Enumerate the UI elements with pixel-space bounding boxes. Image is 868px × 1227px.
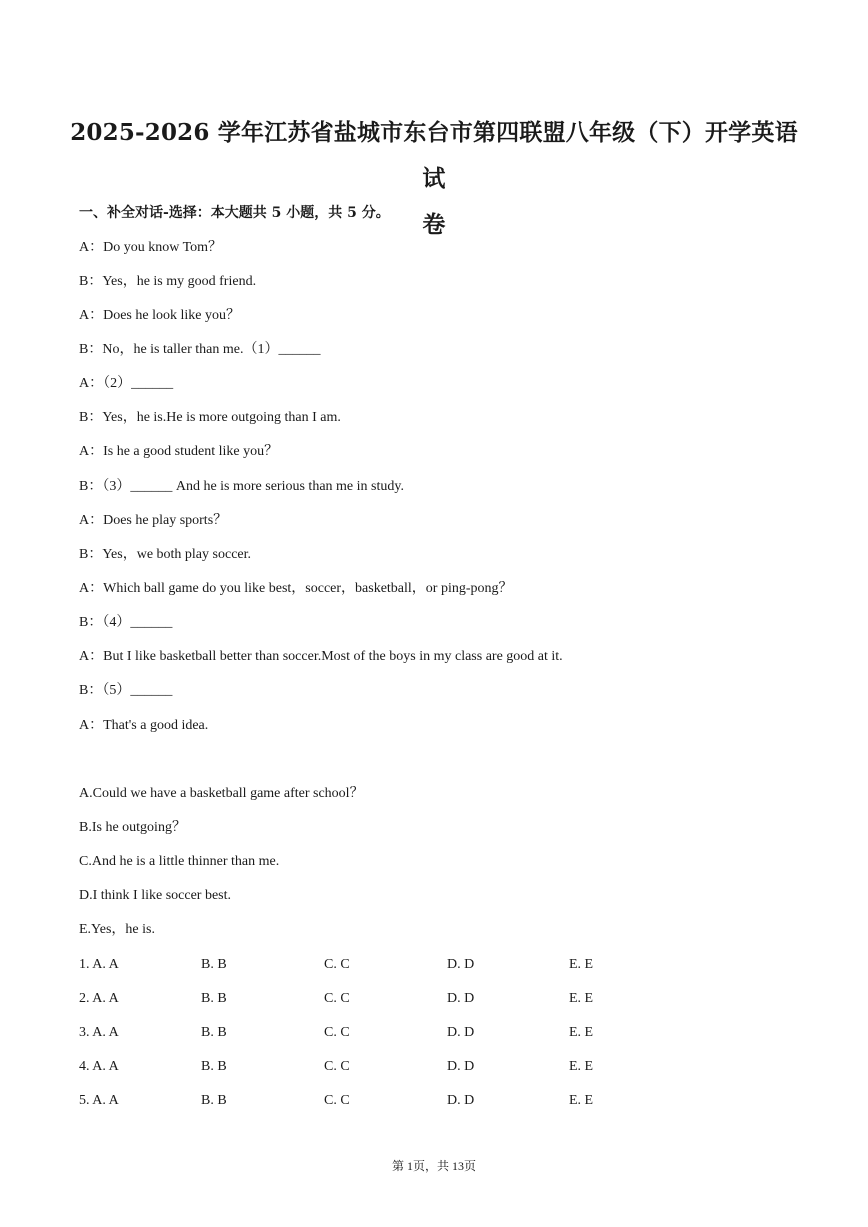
option-d[interactable]: D. D — [447, 991, 475, 1006]
option-d[interactable]: D. D — [447, 957, 475, 972]
choice-item: E.Yes，he is. — [79, 922, 155, 937]
option-b[interactable]: B. B — [201, 1093, 227, 1108]
option-a[interactable]: 5. A. A — [79, 1093, 119, 1108]
option-b[interactable]: B. B — [201, 1025, 227, 1040]
option-a[interactable]: 3. A. A — [79, 1025, 119, 1040]
option-b[interactable]: B. B — [201, 991, 227, 1006]
dialogue-line: A：Which ball game do you like best，soccer，basketball，or ping-pong？ — [79, 581, 513, 596]
option-c[interactable]: C. C — [324, 1093, 350, 1108]
option-a[interactable]: 4. A. A — [79, 1059, 119, 1074]
option-e[interactable]: E. E — [569, 1059, 594, 1074]
option-a[interactable]: 2. A. A — [79, 991, 119, 1006]
option-b[interactable]: B. B — [201, 957, 227, 972]
choice-item: B.Is he outgoing？ — [79, 820, 186, 835]
dialogue-line: B：Yes，he is my good friend. — [79, 274, 257, 289]
exam-title-line-2: 卷 — [422, 211, 446, 238]
exam-title-line-1: 2025-2026 学年江苏省盐城市东台市第四联盟八年级（下）开学英语试 — [70, 119, 798, 192]
option-e[interactable]: E. E — [569, 957, 594, 972]
page-footer: 第 1页，共 13页 — [391, 1159, 476, 1173]
option-b[interactable]: B. B — [201, 1059, 227, 1074]
dialogue-line: A：But I like basketball better than soccer.Most of the boys in my class are good at it. — [79, 649, 563, 664]
dialogue-line: A：That's a good idea. — [79, 718, 209, 733]
option-e[interactable]: E. E — [569, 991, 594, 1006]
choice-item: C.And he is a little thinner than me. — [79, 854, 280, 869]
option-c[interactable]: C. C — [324, 1025, 350, 1040]
dialogue-line: A：Is he a good student like you？ — [79, 444, 279, 459]
choice-item: A.Could we have a basketball game after school？ — [79, 786, 364, 801]
dialogue-line: B：Yes，he is.He is more outgoing than I am. — [79, 410, 341, 425]
section-heading: 一、补全对话-选择：本大题共 5 小题，共 5 分。 — [79, 205, 390, 221]
dialogue-line: B：（5）______ — [79, 683, 173, 698]
exam-title — [60, 110, 808, 248]
option-e[interactable]: E. E — [569, 1093, 594, 1108]
dialogue-line: B：No，he is taller than me.（1）______ — [79, 342, 321, 357]
option-e[interactable]: E. E — [569, 1025, 594, 1040]
option-c[interactable]: C. C — [324, 991, 350, 1006]
dialogue-line: A：Does he play sports？ — [79, 513, 228, 528]
option-d[interactable]: D. D — [447, 1093, 475, 1108]
option-d[interactable]: D. D — [447, 1025, 475, 1040]
dialogue-line: A：Do you know Tom？ — [79, 240, 223, 255]
option-c[interactable]: C. C — [324, 957, 350, 972]
option-d[interactable]: D. D — [447, 1059, 475, 1074]
choice-item: D.I think I like soccer best. — [79, 888, 232, 903]
dialogue-line: A：Does he look like you？ — [79, 308, 240, 323]
option-c[interactable]: C. C — [324, 1059, 350, 1074]
option-a[interactable]: 1. A. A — [79, 957, 119, 972]
dialogue-line: A：（2）______ — [79, 376, 174, 391]
dialogue-line: B：Yes，we both play soccer. — [79, 547, 252, 562]
dialogue-line: B：（4）______ — [79, 615, 173, 630]
dialogue-line: B：（3）______ And he is more serious than me in study. — [79, 479, 404, 494]
